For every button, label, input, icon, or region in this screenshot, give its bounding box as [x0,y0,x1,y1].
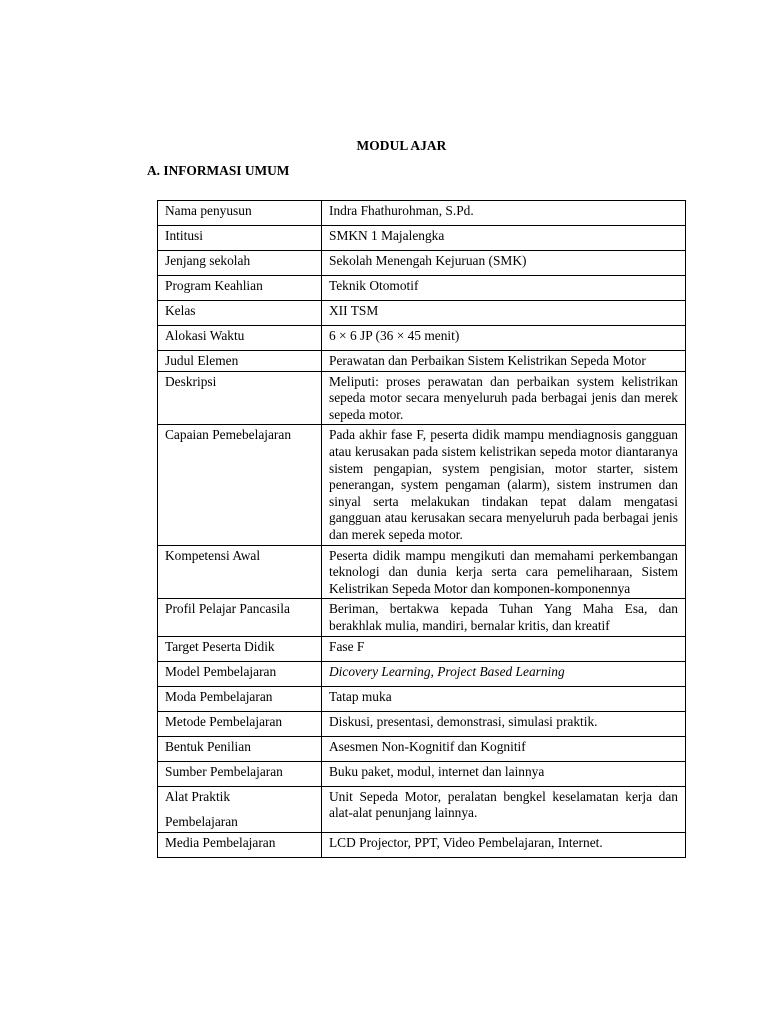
row-label: Judul Elemen [158,351,322,372]
row-label: Media Pembelajaran [158,832,322,857]
row-value: Pada akhir fase F, peserta didik mampu mendiagnosis gangguan atau kerusakan pada sistem kelistrikan sepeda motor diantaranya sistem pengapian, system pengisian, motor starter, sistem penerangan, system pengaman (alarm), sistem instrumen dan sinyal serta melakukan tindakan tepat dalam mengatasi gangguan atau kerusakan secara menyeluruh pada berbagai jenis dan merek sepeda motor. [322,425,686,545]
table-row [158,226,686,251]
table-row [158,786,686,832]
row-value: SMKN 1 Majalengka [322,226,686,251]
row-value: Teknik Otomotif [322,276,686,301]
table-row [158,351,686,372]
row-label: Bentuk Penilian [158,736,322,761]
table-row [158,832,686,857]
row-label: Intitusi [158,226,322,251]
row-value: XII TSM [322,301,686,326]
row-label: Moda Pembelajaran [158,686,322,711]
table-row [158,276,686,301]
table-row [158,599,686,636]
table-row [158,711,686,736]
table-row [158,201,686,226]
document-title: MODUL AJAR [356,138,447,153]
row-label: Profil Pelajar Pancasila [158,599,322,636]
row-value: Beriman, bertakwa kepada Tuhan Yang Maha Esa, dan berakhlak mulia, mandiri, bernalar kritis, dan kreatif [322,599,686,636]
row-value: Tatap muka [322,686,686,711]
table-row [158,301,686,326]
row-label: Alokasi Waktu [158,326,322,351]
row-value: Buku paket, modul, internet dan lainnya [322,761,686,786]
row-label: Capaian Pemebelajaran [158,425,322,545]
row-value: Unit Sepeda Motor, peralatan bengkel keselamatan kerja dan alat-alat penunjang lainnya. [322,786,686,832]
row-label: Model Pembelajaran [158,661,322,686]
info-table [157,200,686,858]
row-label: Nama penyusun [158,201,322,226]
row-label: Target Peserta Didik [158,636,322,661]
row-label: Program Keahlian [158,276,322,301]
row-label-line-2: Pembelajaran [165,814,238,830]
table-row [158,545,686,599]
row-value: LCD Projector, PPT, Video Pembelajaran, Internet. [322,832,686,857]
row-label: Jenjang sekolah [158,251,322,276]
row-value: Meliputi: proses perawatan dan perbaikan system kelistrikan sepeda motor secara menyeluruh pada berbagai jenis dan merek sepeda motor. [322,371,686,425]
table-row [158,636,686,661]
row-value: Peserta didik mampu mengikuti dan memahami perkembangan teknologi dan dunia kerja serta cara pemeliharaan, Sistem Kelistrikan Sepeda Motor dan komponen-komponennya [322,545,686,599]
row-label: Kelas [158,301,322,326]
table-row [158,425,686,545]
table-row [158,686,686,711]
table-row [158,251,686,276]
row-value: Indra Fhathurohman, S.Pd. [322,201,686,226]
row-value: Diskusi, presentasi, demonstrasi, simulasi praktik. [322,711,686,736]
row-value: Dicovery Learning, Project Based Learning [322,661,686,686]
row-value: Sekolah Menengah Kejuruan (SMK) [322,251,686,276]
row-label [158,786,322,832]
table-row [158,736,686,761]
row-label: Kompetensi Awal [158,545,322,599]
section-heading: A. INFORMASI UMUM [147,163,290,178]
row-value: Fase F [322,636,686,661]
table-row [158,761,686,786]
row-label: Sumber Pembelajaran [158,761,322,786]
table-row [158,371,686,425]
row-label: Deskripsi [158,371,322,425]
table-row [158,661,686,686]
row-value: Perawatan dan Perbaikan Sistem Kelistrikan Sepeda Motor [322,351,686,372]
row-value: Asesmen Non-Kognitif dan Kognitif [322,736,686,761]
row-label: Metode Pembelajaran [158,711,322,736]
row-label-line-1: Alat Praktik [165,788,231,804]
table-row [158,326,686,351]
row-value: 6 × 6 JP (36 × 45 menit) [322,326,686,351]
